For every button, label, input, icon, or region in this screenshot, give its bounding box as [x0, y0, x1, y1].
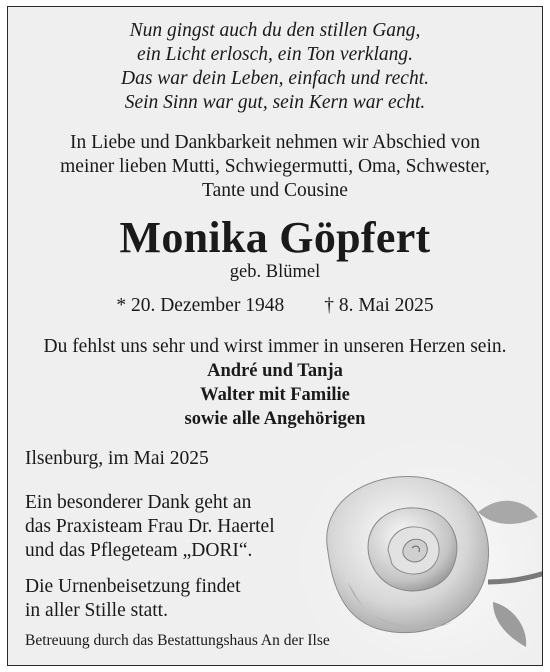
birth-date: * 20. Dezember 1948 — [116, 295, 285, 316]
thanks-text — [25, 491, 275, 563]
obituary-card — [7, 6, 543, 666]
maiden-name: geb. Blümel — [229, 262, 321, 282]
poem-line: Das war dein Leben, einfach und recht. — [121, 68, 429, 89]
poem-line: Nun gingst auch du den stillen Gang, — [129, 20, 421, 41]
mourner: André und Tanja — [207, 361, 343, 381]
poem-line: ein Licht erlosch, ein Ton verklang. — [136, 44, 414, 65]
place-date: Ilsenburg, im Mai 2025 — [25, 448, 209, 469]
mourners-list — [8, 359, 542, 431]
death-date: † 8. Mai 2025 — [324, 295, 434, 316]
farewell-message: Du fehlst uns sehr und wirst immer in unseren Herzen sein. — [43, 336, 507, 357]
urn-line: in aller Stille statt. — [25, 600, 168, 621]
deceased-name: Monika Göpfert — [119, 213, 431, 262]
thanks-line: das Praxisteam Frau Dr. Haertel — [25, 516, 275, 537]
intro-line: In Liebe und Dankbarkeit nehmen wir Abschied von — [70, 132, 480, 153]
intro-line: meiner lieben Mutti, Schwiegermutti, Oma, Schwester, — [60, 156, 490, 177]
mourner: Walter mit Familie — [200, 385, 350, 405]
poem — [8, 19, 542, 115]
intro-line: Tante und Cousine — [202, 180, 348, 201]
thanks-line: und das Pflegeteam „DORI“. — [25, 540, 253, 561]
urn-burial-notice — [25, 575, 241, 623]
thanks-line: Ein besonderer Dank geht an — [25, 492, 252, 513]
mourner: sowie alle Angehörigen — [184, 409, 366, 429]
life-dates — [8, 294, 542, 318]
funeral-home-credit: Betreuung durch das Bestattungshaus An der Ilse — [25, 632, 330, 649]
poem-line: Sein Sinn war gut, sein Kern war echt. — [124, 92, 426, 113]
urn-line: Die Urnenbeisetzung findet — [25, 576, 241, 597]
intro-text — [8, 131, 542, 203]
